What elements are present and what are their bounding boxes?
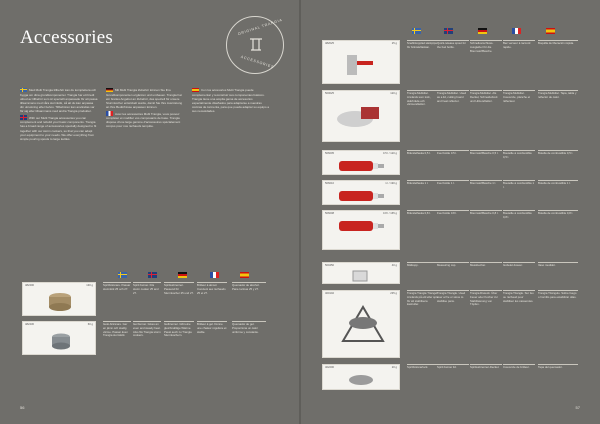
product-weight: 60 g	[87, 323, 93, 326]
spirit-burner-icon	[248, 36, 264, 54]
intro-paragraph: Med Multi Trangia tillbehör kan du komplettera och bygga om dina grundkomponenter. Trangia har ett bredt utbud av tillbehör som är speciellt anpassade för att passa tillsammans med våra stormkök, så att du kan anpassa din utrustning efter behov. Tillbehören kan användas var för sig eller tillsammans med andra Trangia produkter.	[20, 88, 98, 113]
cell-fr: Gobelet doseur.	[503, 262, 535, 268]
france-flag-icon	[106, 111, 113, 116]
product-image-lid	[322, 364, 400, 390]
cell-en: Fuel bottle 0.5 l.	[437, 150, 469, 156]
pouring-spout-icon	[333, 47, 393, 83]
cell-se: Trangia Multidisc. Används som lock, skärbräda och värmereflektor.	[407, 90, 439, 107]
stamp-bottom-text: ACCESSORIES	[240, 54, 275, 70]
cell-de: Gelbrenner. Gibt eine gleichmäßige Wärme. Passt auch zu Trangia Sturmkochern.	[164, 321, 194, 338]
cell-es: Quemador de gel. Proporciona un calor uniforme y constante.	[232, 321, 266, 334]
cell-es: Botella de combustible 0,8 l.	[538, 210, 578, 216]
cell-es: Quemador de alcohol. Para cocinas 25 y 27.	[232, 282, 266, 292]
france-flag-icon	[512, 28, 521, 34]
cell-en: Spirit burner. Fits storm cooker 25 and 27.	[133, 282, 161, 295]
product-code: 506008	[325, 212, 334, 215]
cell-de: Schnellverschluss-Ausgießer für die Brennstoffflasche.	[470, 40, 502, 53]
product-code: 402200	[325, 366, 334, 369]
intro-column-3	[192, 88, 272, 116]
cell-en: Gel burner. Gives an even and steady heat. Also fits Trangia storm cookers.	[133, 322, 161, 338]
cell-es: Botella de combustible 0,5 l.	[538, 150, 578, 156]
spain-flag-icon	[192, 88, 199, 93]
cell-fr: Trangia Multidisc. Couvercle, planche et réflecteur.	[503, 90, 535, 103]
product-weight: 25 g	[391, 42, 397, 45]
germany-flag-icon	[178, 272, 187, 278]
cell-en: Fuel bottle 1 l.	[437, 180, 469, 186]
cell-fr: Brûleur à gel. Donne une chaleur régulière et stable.	[197, 322, 227, 334]
product-weight: 0.5 l / 120 g	[382, 152, 397, 155]
cell-en: Trangia Triangle. Used over a fire or stove to stabilise pans.	[437, 290, 469, 303]
intro-paragraph: With our Multi Trangia accessories you can complement and rebuild your basic components. Trangia has a broad range of accessories specially designed to fit together with our storm cookers, so that you can adapt your equipment to your needs. We offer everything from simple pouring spouts to large kettles.	[20, 115, 97, 141]
uk-flag-icon	[148, 272, 157, 278]
intro-paragraph: Con los accesorios Multi Trangia puede complementar y reconstruir sus componentes básicos. Trangia tiene una amplia gama de accesorios especialmente diseñados para adaptarse a nuestras cocinas de tormenta, para que pueda adaptar su equipo a sus necesidades.	[192, 88, 270, 113]
cell-de: Messbecher.	[470, 262, 502, 268]
intro-paragraph: Avec les accessoires Multi Trangia, vous pouvez compléter et modifier vos composants de base. Trangia dispose d'une large gamme d'accessoires spécialement conçus pour nos réchauds tempête.	[106, 111, 181, 129]
cell-de: Brennstoffflasche 0,5 l.	[470, 150, 502, 156]
product-code: 506005	[325, 152, 334, 155]
sweden-flag-icon	[20, 88, 27, 93]
triangle-stand-icon	[333, 297, 393, 357]
product-code: 400102	[325, 292, 334, 295]
cell-es: Trangia Triángulo. Sobre fuego o hornillo para estabilizar ollas.	[538, 291, 577, 299]
cell-se: Bränsleflaska 0,5 l.	[407, 150, 439, 156]
product-image-bottle-l	[322, 180, 400, 205]
product-image-spirit-burner	[22, 282, 96, 316]
right-page-number: 57	[575, 404, 580, 410]
cell-en: Spirit burner lid.	[437, 364, 469, 370]
product-weight: 40 g	[391, 264, 397, 267]
spirit-burner-icon	[45, 291, 75, 313]
cell-de: Spiritusbrenner-Deckel.	[470, 364, 502, 370]
cell-de: Spiritusbrenner. Passend für Sturmkocher 25 und 27.	[164, 283, 194, 295]
fuel-bottle-icon	[333, 157, 393, 174]
product-weight: 130 g	[86, 284, 93, 287]
cell-es: Botella de combustible 1 l.	[538, 180, 578, 186]
cell-fr: Brûleur à alcool. Convient aux réchauds 25 et 27.	[197, 283, 226, 295]
cell-se: Mätkopp.	[407, 262, 439, 268]
product-weight: 120 g	[390, 92, 397, 95]
fuel-bottle-icon	[333, 217, 393, 249]
product-code: 506010	[325, 182, 334, 185]
uk-flag-icon	[444, 28, 453, 34]
product-image-cup	[322, 262, 400, 284]
product-image-bottle-s	[322, 150, 400, 175]
burner-lid-icon	[333, 371, 393, 389]
cell-en: Fuel bottle 0.8 l.	[437, 210, 469, 216]
cell-se: Trangia Trangia Triangel. Används på eld eller spis för att stabilisera kastruller.	[407, 291, 439, 307]
cell-se: Bränsleflaska 1 l.	[407, 180, 439, 186]
intro-column-1	[20, 88, 98, 144]
cell-fr: Bec verseur à raccord rapide.	[503, 40, 535, 50]
product-weight: 0.8 l / 165 g	[382, 212, 397, 215]
product-weight: 1 l / 190 g	[385, 182, 397, 185]
spain-flag-icon	[546, 28, 555, 34]
cell-en: Measuring cup.	[437, 262, 469, 268]
product-code: 482430	[25, 323, 34, 326]
cell-de: Trangia Multidisc. Als Deckel, Schneidebrett und Hitzereflektor.	[470, 90, 502, 103]
cell-es: Tapa del quemador.	[538, 364, 578, 370]
left-page-number: 56	[20, 404, 25, 410]
product-image-gel-burner	[22, 321, 96, 355]
cell-de: Brennstoffflasche 1 l.	[470, 180, 502, 186]
germany-flag-icon	[478, 28, 487, 34]
accessories-stamp-logo	[226, 16, 284, 74]
multidisc-icon	[333, 97, 393, 141]
cell-es: Trangia Multidisc. Tapa, tabla y reflector de calor.	[538, 91, 577, 99]
fuel-bottle-icon	[333, 187, 393, 204]
product-code: 500025	[325, 92, 334, 95]
cell-en: Quick-release spout for the fuel bottle.	[437, 40, 469, 50]
stamp-top-text: ORIGINAL TRANGIA	[237, 17, 284, 37]
cell-es: Boquilla de liberación rápida.	[538, 40, 578, 46]
product-image-multidisc	[322, 90, 400, 142]
product-image-triangle	[322, 290, 400, 358]
intro-paragraph: Mit Multi Trangia Zubehör können Sie Ihre Grundkomponenten ergänzen und umbauen. Trangia hat ein breites Angebot an Zubehör, das speziell für unsere Sturmkocher entwickelt wurde, damit Sie Ihre Ausrüstung an Ihre Bedürfnisse anpassen können.	[106, 88, 183, 109]
cell-se: Snabbkopplad sänkpipa för bränsleflaskan.	[407, 40, 439, 50]
measuring-cup-icon	[333, 269, 393, 283]
france-flag-icon	[210, 272, 219, 278]
product-code: 500450	[325, 264, 334, 267]
cell-fr: Trangia Triangle. Sur feu ou réchaud pour stabiliser les casseroles.	[503, 291, 534, 303]
cell-es: Vaso medidor.	[538, 262, 578, 268]
intro-text-columns	[20, 88, 290, 256]
spain-flag-icon	[240, 272, 249, 278]
product-code: 482400	[25, 284, 34, 287]
product-weight: 235 g	[390, 292, 397, 295]
sweden-flag-icon	[118, 272, 127, 278]
product-image-bottle-m	[322, 210, 400, 250]
cell-en: Trangia Multidisc. Used as a lid, cutting board and heat reflector.	[437, 90, 469, 103]
cell-se: Bränsleflaska 0,8 l.	[407, 210, 439, 216]
sweden-flag-icon	[412, 28, 421, 34]
cell-se: Gelé-brännare. Ger en jämn och stadig värme. Passar även Trangia stormkök.	[103, 321, 131, 338]
cell-se: Spritbrännarlock.	[407, 364, 439, 370]
cell-de: Brennstoffflasche 0,8 l.	[470, 210, 502, 216]
product-weight: 20 g	[391, 366, 397, 369]
cell-fr: Bouteille à combustible 1 l.	[503, 181, 535, 189]
product-image-spout	[322, 40, 400, 84]
intro-column-2	[106, 88, 184, 132]
page-title: Accessories	[20, 27, 113, 48]
product-code: 482025	[325, 42, 334, 45]
cell-fr: Bouteille à combustible 0,8 l.	[503, 210, 535, 220]
cell-fr: Couvercle de brûleur.	[503, 364, 535, 370]
germany-flag-icon	[106, 88, 113, 93]
cell-fr: Bouteille à combustible 0,5 l.	[503, 150, 535, 160]
uk-flag-icon	[20, 115, 27, 120]
cell-se: Spritbrännare. Passar stormkök 25 och 27.	[103, 283, 131, 291]
page-gutter	[299, 0, 301, 424]
gel-burner-icon	[49, 332, 73, 352]
cell-de: Trangia Dreieck. Über Feuer oder Kocher zur Stabilisierung von Töpfen.	[470, 290, 502, 307]
